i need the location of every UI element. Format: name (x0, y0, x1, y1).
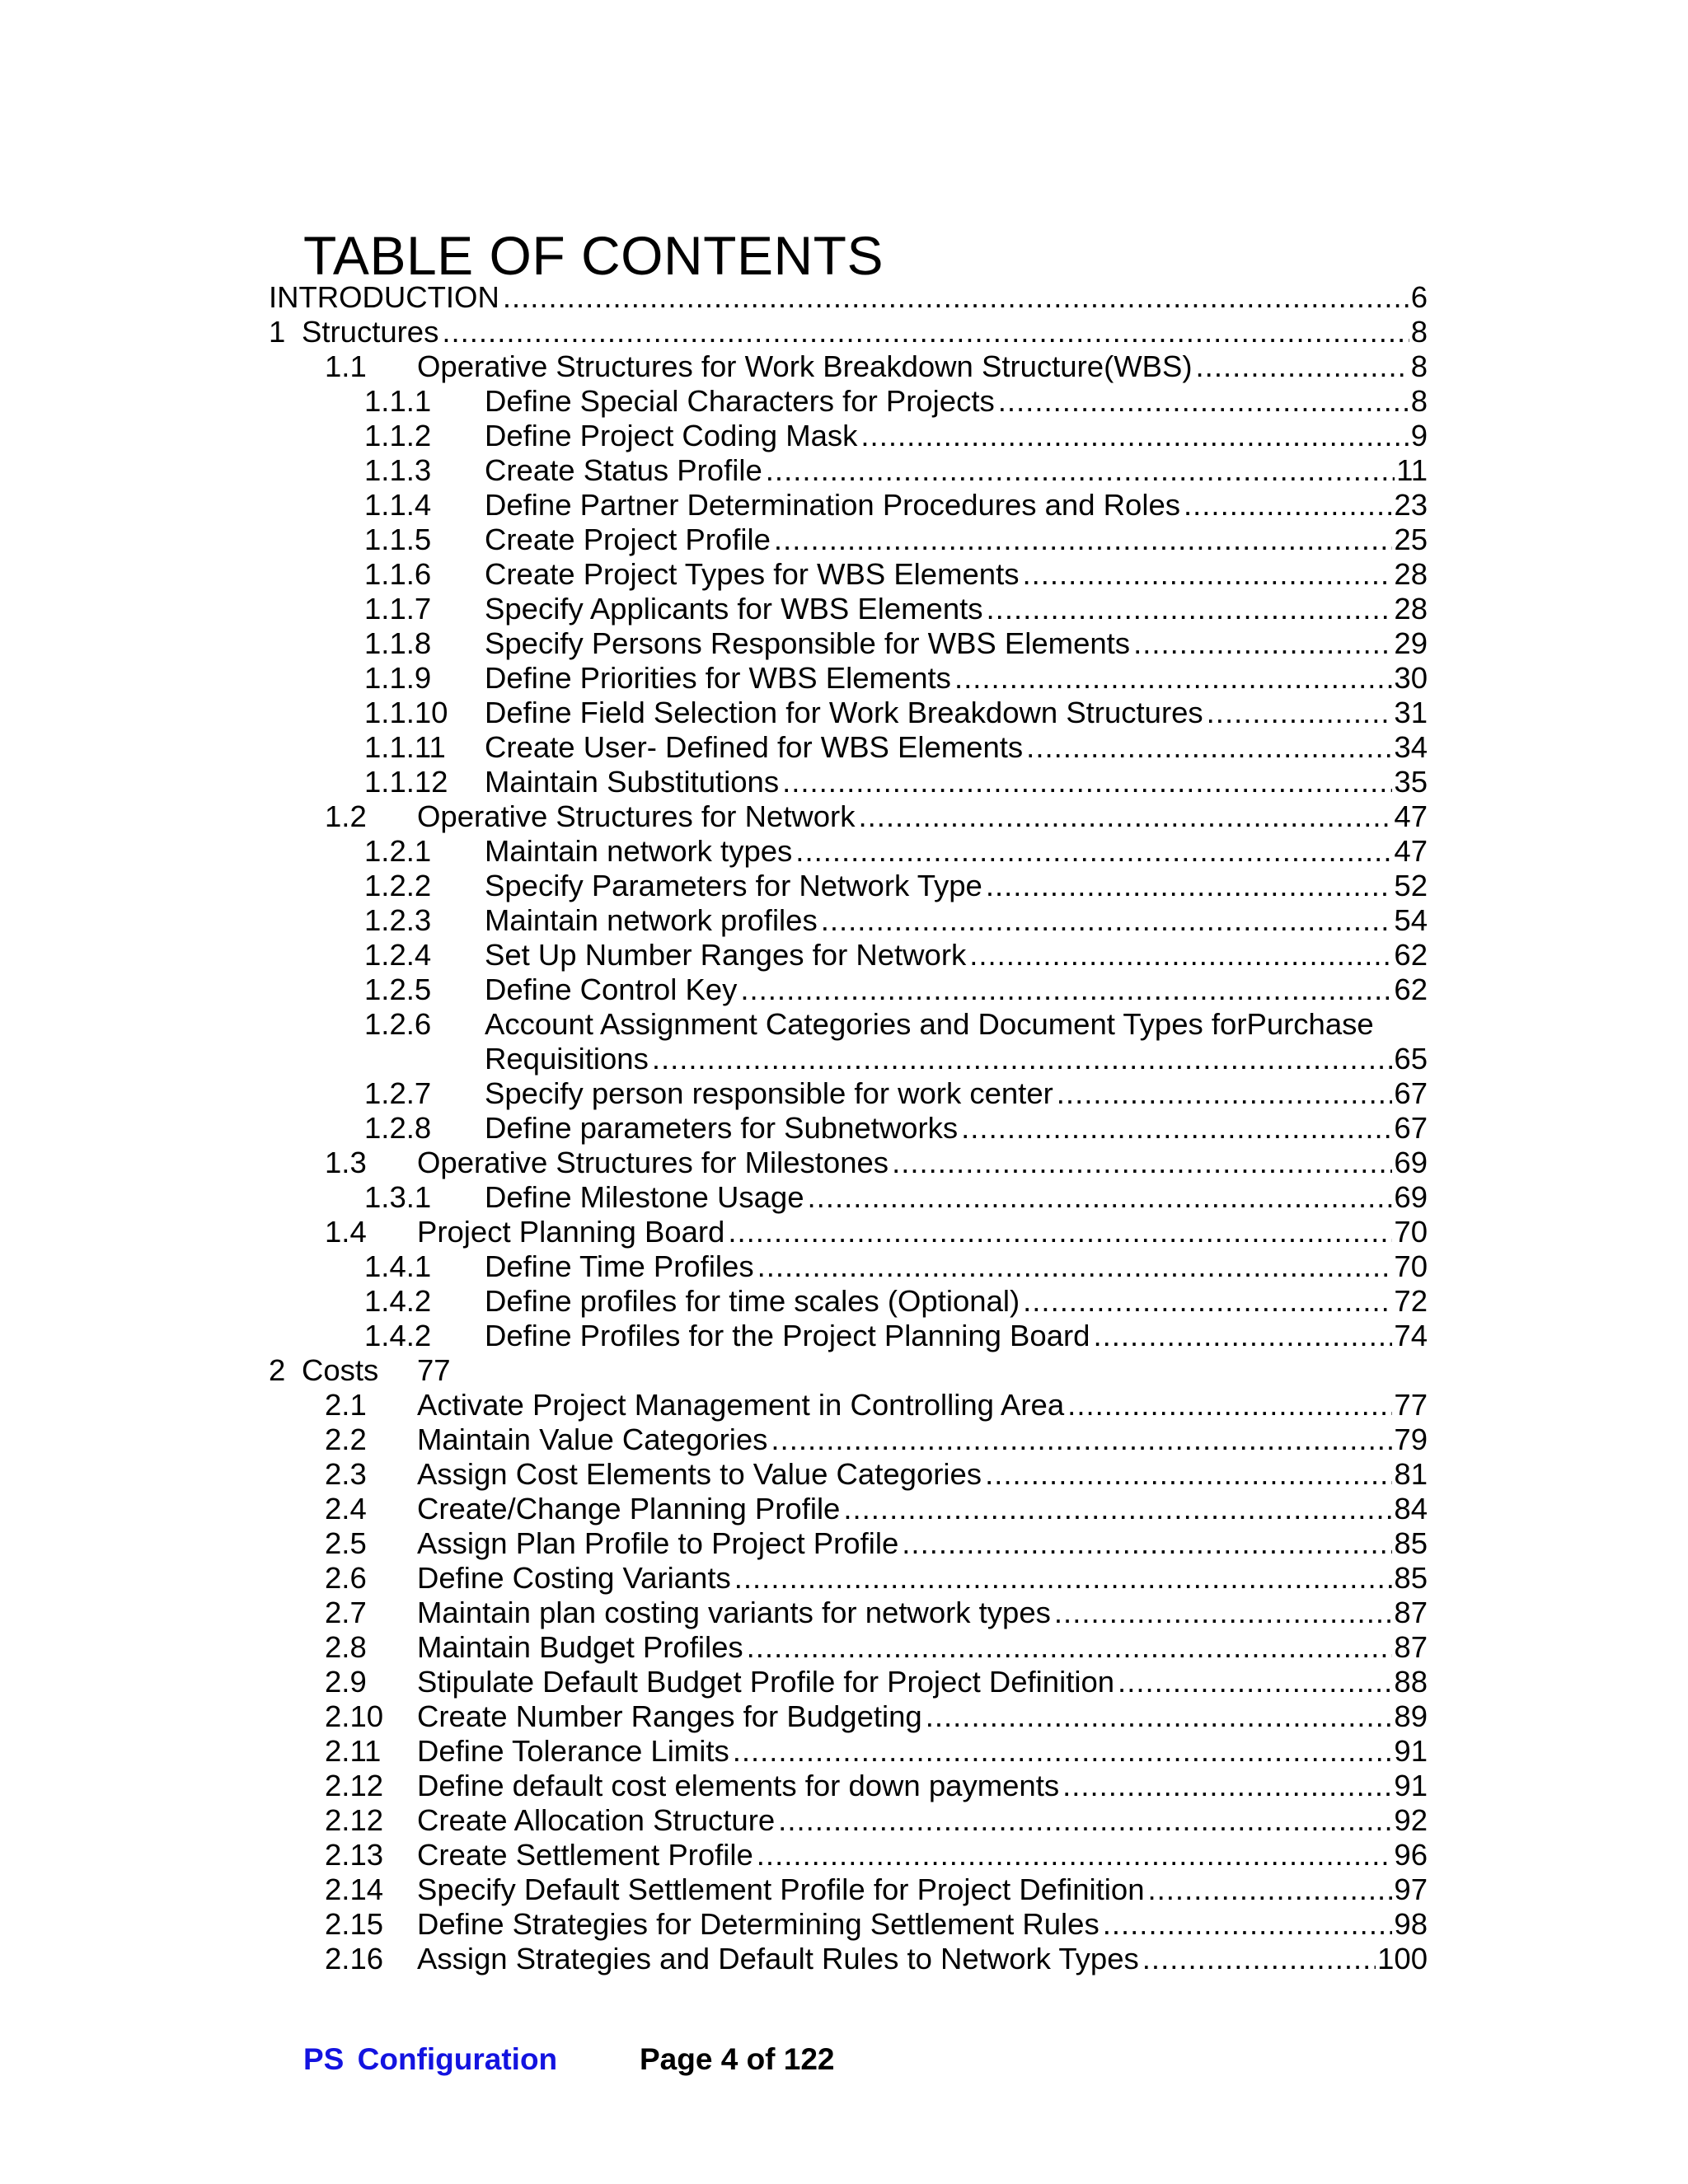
toc-page-number: 29 (1394, 626, 1428, 660)
toc-entry (485, 765, 1428, 799)
footer-page-number: Page 4 of 122 (640, 2042, 835, 2076)
toc-title: Create Settlement Profile (417, 1838, 753, 1872)
toc-page-number: 87 (1394, 1596, 1428, 1629)
toc-number: 2.13 (325, 1838, 384, 1872)
toc-entry (485, 938, 1428, 972)
toc-leader-dots (1019, 557, 1392, 592)
toc-leader-dots (1203, 696, 1393, 730)
toc-entry (485, 557, 1428, 592)
toc-leader-dots (898, 1526, 1392, 1561)
toc-row (0, 1596, 1688, 1630)
toc-number: 2.12 (325, 1803, 384, 1837)
toc-leader-dots (855, 799, 1392, 834)
toc-row (0, 1007, 1688, 1042)
toc-leader-dots (767, 1422, 1392, 1457)
toc-entry (417, 1699, 1428, 1734)
toc-page-number: 79 (1394, 1422, 1428, 1456)
toc-title: Define Time Profiles (485, 1249, 754, 1283)
toc-row (0, 1111, 1688, 1146)
toc-entry (485, 972, 1428, 1007)
toc-entry (302, 315, 1428, 349)
toc-title: Create Project Profile (485, 523, 771, 556)
toc-title: Costs (302, 1353, 379, 1387)
toc-entry (485, 592, 1428, 626)
toc-row (0, 1803, 1688, 1838)
toc-page-number: 31 (1394, 696, 1428, 729)
toc-row (0, 1561, 1688, 1596)
toc-row (0, 696, 1688, 730)
toc-row (0, 419, 1688, 453)
toc-title: Define Field Selection for Work Breakdown Structures (485, 696, 1203, 729)
toc-leader-dots (754, 1249, 1393, 1284)
toc-title: Assign Cost Elements to Value Categories (417, 1457, 982, 1491)
toc-title: Define Partner Determination Procedures and Roles (485, 488, 1180, 522)
toc-entry (417, 1561, 1428, 1596)
toc-title: Specify Persons Responsible for WBS Elements (485, 626, 1131, 660)
toc-row (0, 1353, 1688, 1388)
toc-title: Maintain plan costing variants for network types (417, 1596, 1051, 1629)
toc-leader-dots (804, 1180, 1393, 1215)
toc-number: 1.1.12 (364, 765, 448, 799)
toc-leader-dots (995, 384, 1409, 419)
toc-page-number: 8 (1410, 384, 1428, 418)
toc-number: 2.9 (325, 1665, 367, 1699)
toc-row (0, 1942, 1688, 1976)
toc-page-number: 91 (1394, 1769, 1428, 1802)
toc-number: 1.2.7 (364, 1076, 432, 1110)
toc-row (0, 1180, 1688, 1215)
toc-row (0, 1319, 1688, 1353)
toc-title: Structures (302, 315, 439, 349)
toc-row (0, 799, 1688, 834)
toc-number: 2 (269, 1353, 286, 1387)
toc-entry (417, 1492, 1428, 1526)
toc-heading: TABLE OF CONTENTS (303, 225, 884, 286)
toc-title: Define Special Characters for Projects (485, 384, 995, 418)
toc-leader-dots (951, 661, 1392, 696)
toc-page-number: 85 (1394, 1561, 1428, 1595)
toc-number: 2.11 (325, 1734, 382, 1768)
toc-title: Project Planning Board (417, 1215, 725, 1249)
toc-number: 2.2 (325, 1422, 367, 1456)
toc-leader-dots (982, 869, 1393, 903)
toc-entry (417, 1838, 1428, 1872)
footer-document-name: PS Configuration (303, 2042, 558, 2076)
toc-page-number: 96 (1394, 1838, 1428, 1872)
toc-title: Specify Applicants for WBS Elements (485, 592, 983, 626)
toc-entry (485, 834, 1428, 869)
toc-number: 1.3.1 (364, 1180, 432, 1214)
toc-title: Create Status Profile (485, 453, 762, 487)
toc-title: Maintain network profiles (485, 903, 818, 937)
toc-leader-dots (729, 1734, 1393, 1769)
toc-title: INTRODUCTION (269, 280, 499, 314)
toc-page-number: 8 (1410, 315, 1428, 349)
toc-entry (417, 1457, 1428, 1492)
toc-number: 1.3 (325, 1146, 367, 1179)
toc-title: Account Assignment Categories and Document Types forPurchase (485, 1007, 1374, 1041)
toc-entry (417, 1769, 1428, 1803)
toc-entry (485, 661, 1428, 696)
toc-title: Maintain network types (485, 834, 793, 868)
toc-number: 2.3 (325, 1457, 367, 1491)
toc-row (0, 1769, 1688, 1803)
toc-number: 2.14 (325, 1872, 384, 1906)
toc-leader-dots (771, 523, 1392, 557)
toc-row (0, 1146, 1688, 1180)
toc-page-number: 77 (1394, 1388, 1428, 1422)
toc-page-number: 28 (1394, 557, 1428, 591)
toc-title: Maintain Budget Profiles (417, 1630, 743, 1664)
toc-number: 1.1.9 (364, 661, 432, 695)
toc-number: 2.4 (325, 1492, 367, 1526)
toc-leader-dots (438, 315, 1409, 349)
toc-row (0, 972, 1688, 1007)
toc-row (0, 1215, 1688, 1249)
toc-page-number: 67 (1394, 1076, 1428, 1110)
toc-number: 1.4.1 (364, 1249, 432, 1283)
toc-leader-dots (1053, 1076, 1393, 1111)
toc-page-number: 81 (1394, 1457, 1428, 1491)
toc-title: Define Tolerance Limits (417, 1734, 729, 1768)
toc-row (0, 1388, 1688, 1422)
toc-page-number: 8 (1410, 349, 1428, 383)
toc-number: 2.16 (325, 1942, 384, 1975)
toc-number: 1.1.3 (364, 453, 432, 487)
toc-entry (417, 1388, 1428, 1422)
toc-row (0, 453, 1688, 488)
toc-entry (417, 1907, 1428, 1942)
toc-number: 1.1.7 (364, 592, 432, 626)
toc-row (0, 384, 1688, 419)
toc-leader-dots (958, 1111, 1392, 1146)
toc-entry (417, 1665, 1428, 1699)
toc-entry (417, 349, 1428, 384)
toc-entry (417, 1146, 1428, 1180)
toc-leader-dots (1090, 1319, 1392, 1353)
toc-page-number: 69 (1394, 1146, 1428, 1179)
toc-number: 1.2 (325, 799, 367, 833)
toc-page-number: 69 (1394, 1180, 1428, 1214)
toc-page-number: 91 (1394, 1734, 1428, 1768)
toc-page-number: 23 (1394, 488, 1428, 522)
toc-leader-dots (1180, 488, 1392, 523)
toc-title: Create Project Types for WBS Elements (485, 557, 1020, 591)
toc-number: 1.2.8 (364, 1111, 432, 1145)
toc-row (0, 1872, 1688, 1907)
toc-entry (485, 626, 1428, 661)
toc-title: Set Up Number Ranges for Network (485, 938, 967, 972)
toc-row (0, 1076, 1688, 1111)
toc-row (0, 1457, 1688, 1492)
toc-leader-dots (1020, 1284, 1392, 1319)
toc-page-number: 28 (1394, 592, 1428, 626)
toc-leader-dots (1064, 1388, 1392, 1422)
toc-title: Define default cost elements for down payments (417, 1769, 1060, 1802)
toc-entry (417, 1596, 1428, 1630)
toc-page-number: 87 (1394, 1630, 1428, 1664)
toc-leader-dots (792, 834, 1392, 869)
toc-entry (485, 730, 1428, 765)
toc-entry (485, 453, 1428, 488)
toc-leader-dots (982, 1457, 1392, 1492)
toc-title: Operative Structures for Work Breakdown Structure(WBS) (417, 349, 1193, 383)
toc-leader-dots (840, 1492, 1392, 1526)
toc-leader-dots (1051, 1596, 1392, 1630)
toc-page-number: 47 (1394, 799, 1428, 833)
toc-title: Specify Default Settlement Profile for Project Definition (417, 1872, 1145, 1906)
toc-title: Define parameters for Subnetworks (485, 1111, 959, 1145)
toc-page-number: 6 (1410, 280, 1428, 314)
toc-title: Specify Parameters for Network Type (485, 869, 982, 902)
toc-number: 1.1.2 (364, 419, 432, 452)
toc-leader-dots (1114, 1665, 1392, 1699)
toc-leader-dots (731, 1561, 1393, 1596)
toc-row (0, 1422, 1688, 1457)
toc-entry (485, 1042, 1428, 1076)
toc-title: Define Project Coding Mask (485, 419, 858, 452)
toc-leader-dots (983, 592, 1393, 626)
toc-number: 1.2.3 (364, 903, 432, 937)
toc-entry (269, 280, 1428, 315)
toc-row (0, 626, 1688, 661)
toc-entry (417, 1803, 1428, 1838)
toc-row (0, 661, 1688, 696)
toc-leader-dots (753, 1838, 1393, 1872)
toc-entry (417, 1215, 1428, 1249)
toc-title: Define profiles for time scales (Optional) (485, 1284, 1020, 1318)
toc-leader-dots (966, 938, 1392, 972)
toc-row (0, 592, 1688, 626)
toc-leader-dots (775, 1803, 1392, 1838)
toc-number: 2.1 (325, 1388, 367, 1422)
toc-number: 1.2.4 (364, 938, 432, 972)
toc-page-number: 72 (1394, 1284, 1428, 1318)
toc-title: Assign Strategies and Default Rules to Network Types (417, 1942, 1139, 1975)
toc-leader-dots (779, 765, 1392, 799)
toc-number: 1.1.6 (364, 557, 432, 591)
toc-row (0, 834, 1688, 869)
toc-title: Define Strategies for Determining Settlement Rules (417, 1907, 1100, 1941)
toc-leader-dots (649, 1042, 1393, 1076)
toc-page-number: 67 (1394, 1111, 1428, 1145)
toc-row (0, 557, 1688, 592)
toc-page-number: 47 (1394, 834, 1428, 868)
toc-leader-dots (1145, 1872, 1393, 1907)
toc-page-number: 35 (1394, 765, 1428, 799)
toc-row (0, 1249, 1688, 1284)
toc-entry (485, 419, 1428, 453)
toc-entry (485, 384, 1428, 419)
toc-page-number: 84 (1394, 1492, 1428, 1526)
toc-leader-dots (857, 419, 1409, 453)
toc-page-number: 89 (1394, 1699, 1428, 1733)
toc-leader-dots (762, 453, 1395, 488)
toc-number: 1.1.4 (364, 488, 432, 522)
toc-entry (485, 1180, 1428, 1215)
toc-page-number: 62 (1394, 938, 1428, 972)
toc-number: 2.6 (325, 1561, 367, 1595)
toc-number: 2.7 (325, 1596, 367, 1629)
toc-title: Maintain Value Categories (417, 1422, 768, 1456)
toc-title: Define Costing Variants (417, 1561, 731, 1595)
toc-title: Operative Structures for Milestones (417, 1146, 889, 1179)
toc-entry (485, 488, 1428, 523)
toc-title: Activate Project Management in Controlling Area (417, 1388, 1065, 1422)
toc-page-number: 70 (1394, 1215, 1428, 1249)
toc-row (0, 1699, 1688, 1734)
toc-row (0, 765, 1688, 799)
toc-title: Operative Structures for Network (417, 799, 856, 833)
toc-leader-dots (743, 1630, 1393, 1665)
toc-page-number: 88 (1394, 1665, 1428, 1699)
toc-page-number: 62 (1394, 972, 1428, 1006)
toc-row (0, 1734, 1688, 1769)
toc-title: Define Control Key (485, 972, 738, 1006)
toc-entry (417, 1422, 1428, 1457)
toc-leader-dots (724, 1215, 1392, 1249)
toc-entry (417, 1630, 1428, 1665)
toc-title: Requisitions (485, 1042, 649, 1076)
toc-entry (485, 523, 1428, 557)
toc-page-number: 25 (1394, 523, 1428, 556)
toc-page-number: 74 (1394, 1319, 1428, 1352)
toc-number: 2.5 (325, 1526, 367, 1560)
toc-row (0, 1907, 1688, 1942)
toc-row (0, 938, 1688, 972)
toc-number: 1.4.2 (364, 1319, 432, 1352)
toc-entry (485, 869, 1428, 903)
toc-number: 1.4 (325, 1215, 367, 1249)
toc-page-number: 65 (1394, 1042, 1428, 1076)
toc-title: Assign Plan Profile to Project Profile (417, 1526, 899, 1560)
toc-number: 1.1.11 (364, 730, 446, 764)
toc-entry (485, 1284, 1428, 1319)
toc-entry (417, 1526, 1428, 1561)
toc-row (0, 349, 1688, 384)
toc-row (0, 488, 1688, 523)
toc-row (0, 1042, 1688, 1076)
toc-leader-dots (1130, 626, 1392, 661)
toc-title: Create Number Ranges for Budgeting (417, 1699, 922, 1733)
toc-number: 2.15 (325, 1907, 384, 1941)
toc-page-number: 77 (417, 1353, 451, 1387)
toc-number: 1.1.5 (364, 523, 432, 556)
toc-entry (485, 1249, 1428, 1284)
toc-entry (485, 1319, 1428, 1353)
toc-row (0, 869, 1688, 903)
toc-row (0, 523, 1688, 557)
toc-page-number: 30 (1394, 661, 1428, 695)
toc-title: Create Allocation Structure (417, 1803, 776, 1837)
toc-page-number: 11 (1396, 453, 1428, 487)
toc-leader-dots (1023, 730, 1392, 765)
toc-row (0, 903, 1688, 938)
toc-entry (417, 1872, 1428, 1907)
toc-number: 1.1.1 (364, 384, 432, 418)
toc-title: Define Profiles for the Project Planning Board (485, 1319, 1090, 1352)
toc-leader-dots (922, 1699, 1393, 1734)
toc-row (0, 1838, 1688, 1872)
toc-page-number: 100 (1377, 1942, 1428, 1975)
toc-leader-dots (1139, 1942, 1376, 1976)
toc-leader-dots (818, 903, 1393, 938)
toc-row (0, 1284, 1688, 1319)
toc-title: Define Priorities for WBS Elements (485, 661, 951, 695)
toc-row (0, 1526, 1688, 1561)
toc-title: Stipulate Default Budget Profile for Project Definition (417, 1665, 1115, 1699)
toc-title: Create User- Defined for WBS Elements (485, 730, 1024, 764)
toc-title: Create/Change Planning Profile (417, 1492, 841, 1526)
toc-page-number: 52 (1394, 869, 1428, 902)
toc-number: 1.1.8 (364, 626, 432, 660)
toc-page-number: 54 (1394, 903, 1428, 937)
toc-page-number: 34 (1394, 730, 1428, 764)
toc-page-number: 9 (1410, 419, 1428, 452)
toc-leader-dots (1193, 349, 1409, 384)
toc-number: 2.8 (325, 1630, 367, 1664)
toc-entry (417, 799, 1428, 834)
toc-row (0, 730, 1688, 765)
toc-leader-dots (1059, 1769, 1392, 1803)
toc-number: 1.2.6 (364, 1007, 432, 1041)
toc-number: 2.10 (325, 1699, 384, 1733)
toc-leader-dots (499, 280, 1409, 315)
toc-number: 1.2.2 (364, 869, 432, 902)
toc-number: 2.12 (325, 1769, 384, 1802)
toc-number: 1.2.1 (364, 834, 432, 868)
toc-entry (417, 1734, 1428, 1769)
toc-entry (485, 696, 1428, 730)
toc-row (0, 1630, 1688, 1665)
toc-row (0, 280, 1688, 315)
toc-leader-dots (889, 1146, 1392, 1180)
toc-row (0, 1665, 1688, 1699)
toc-row (0, 315, 1688, 349)
toc-entry (485, 1111, 1428, 1146)
toc-number: 1.4.2 (364, 1284, 432, 1318)
toc-title: Specify person responsible for work center (485, 1076, 1053, 1110)
toc-leader-dots (1100, 1907, 1393, 1942)
toc-page-number: 85 (1394, 1526, 1428, 1560)
toc-entry (485, 1076, 1428, 1111)
toc-page-number: 98 (1394, 1907, 1428, 1941)
toc-entry (417, 1942, 1428, 1976)
toc-title: Define Milestone Usage (485, 1180, 804, 1214)
toc-page-number: 92 (1394, 1803, 1428, 1837)
toc-page-number: 70 (1394, 1249, 1428, 1283)
toc-number: 1.2.5 (364, 972, 432, 1006)
toc-number: 1 (269, 315, 286, 349)
toc-page-number: 97 (1394, 1872, 1428, 1906)
toc-leader-dots (737, 972, 1392, 1007)
toc-entry (485, 903, 1428, 938)
toc-number: 1.1 (325, 349, 367, 383)
toc-title: Maintain Substitutions (485, 765, 780, 799)
toc-number: 1.1.10 (364, 696, 448, 729)
toc-row (0, 1492, 1688, 1526)
